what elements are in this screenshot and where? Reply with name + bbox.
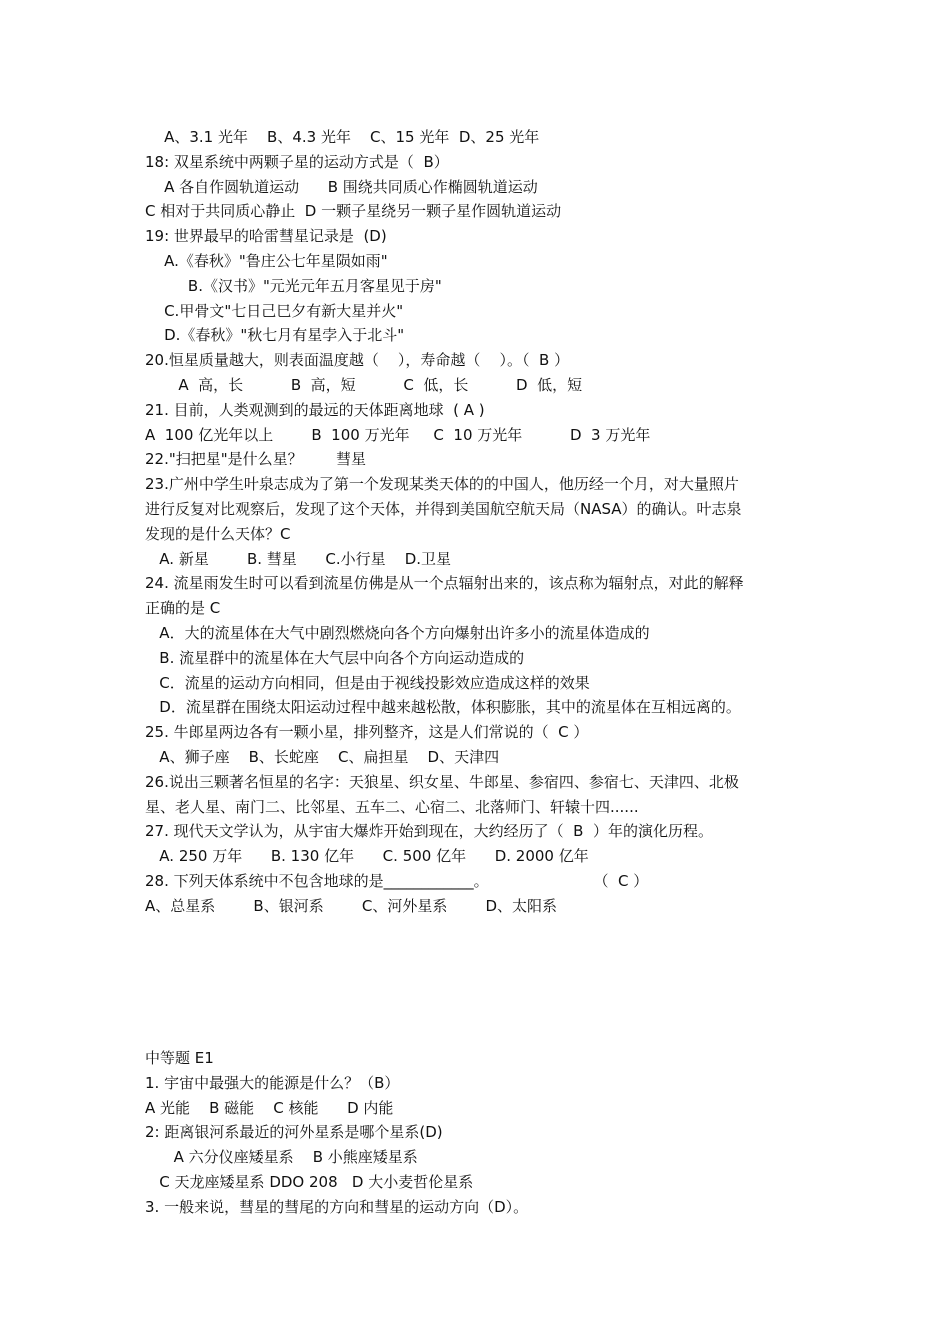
text-line: A、总星系 B、银河系 C、河外星系 D、太阳系 [145, 896, 558, 915]
text-line: C.甲骨文"七日己巳夕有新大星并火" [145, 301, 404, 320]
text-line: 1. 宇宙中最强大的能源是什么？（B） [145, 1073, 400, 1092]
text-line: C 天龙座矮星系 DDO 208 D 大小麦哲伦星系 [145, 1173, 474, 1191]
text-line: 星、老人星、南门二、比邻星、五车二、心宿二、北落师门、轩辕十四...... [145, 797, 639, 816]
text-line: 24. 流星雨发生时可以看到流星仿佛是从一个点辐射出来的，该点称为辐射点，对此的解释 [145, 574, 744, 593]
text-line: C 相对于共同质心静止 D 一颗子星绕另一颗子星作圆轨道运动 [145, 202, 562, 221]
text-line: 19: 世界最早的哈雷彗星记录是 (D) [145, 227, 387, 246]
text-line: B.《汉书》"元光元年五月客星见于房" [145, 276, 442, 295]
text-line: 26.说出三颗著名恒星的名字：天狼星、织女星、牛郎星、参宿四、参宿七、天津四、北极 [145, 772, 739, 791]
text-line: A. 250 万年 B. 130 亿年 C. 500 亿年 D. 2000 亿年 [145, 847, 589, 866]
text-line: 21. 目前，人类观测到的最远的天体距离地球 ( A ) [145, 400, 485, 419]
text-line: 3. 一般来说，彗星的彗尾的方向和彗星的运动方向（D）。 [145, 1197, 529, 1216]
text-line: 20.恒星质量越大，则表面温度越（ ），寿命越（ ）。（ B ） [145, 351, 570, 370]
text-line: A．大的流星体在大气中剧烈燃烧向各个方向爆射出许多小的流星体造成的 [145, 624, 650, 642]
text-line: 2: 距离银河系最近的河外星系是哪个星系(D) [145, 1123, 443, 1142]
text-line: 中等题 E1 [145, 1049, 214, 1067]
text-line: A. 新星 B. 彗星 C.小行星 D.卫星 [145, 549, 452, 568]
text-line: 正确的是 C [145, 599, 221, 618]
text-line: 22."扫把星"是什么星？ 彗星 [145, 450, 367, 469]
text-line: C．流星的运动方向相同，但是由于视线投影效应造成这样的效果 [145, 673, 590, 692]
text-line: 发现的是什么天体？C [145, 524, 291, 543]
text-line: A 100 亿光年以上 B 100 万光年 C 10 万光年 D 3 万光年 [145, 425, 651, 444]
text-line: 23.广州中学生叶泉志成为了第一个发现某类天体的的中国人，他历经一个月，对大量照片 [145, 475, 739, 494]
text-line: A、3.1 光年 B、4.3 光年 C、15 光年 D、25 光年 [145, 128, 540, 146]
text-line: 18: 双星系统中两颗子星的运动方式是（ B） [145, 152, 449, 171]
text-line: A 光能 B 磁能 C 核能 D 内能 [145, 1098, 394, 1117]
text-line: 进行反复对比观察后，发现了这个天体，并得到美国航空航天局（NASA）的确认。叶志泉 [145, 500, 742, 518]
text-line: 25. 牛郎星两边各有一颗小星，排列整齐，这是人们常说的（ C ） [145, 723, 589, 742]
text-line: A 各自作圆轨道运动 B 围绕共同质心作椭圆轨道运动 [145, 177, 538, 196]
text-line: D.《春秋》"秋七月有星孛入于北斗" [145, 326, 405, 345]
text-line: 28. 下列天体系统中不包含地球的是____________。 （ C ） [145, 872, 649, 890]
text-line: A、狮子座 B、长蛇座 C、扁担星 D、天津四 [145, 748, 500, 766]
text-line: D．流星群在围绕太阳运动过程中越来越松散，体积膨胀，其中的流星体在互相远离的。 [145, 698, 741, 717]
text-line: A.《春秋》"鲁庄公七年星陨如雨" [145, 252, 388, 270]
text-line: B. 流星群中的流星体在大气层中向各个方向运动造成的 [145, 648, 525, 667]
text-line: A 六分仪座矮星系 B 小熊座矮星系 [145, 1148, 418, 1167]
text-line: 27. 现代天文学认为，从宇宙大爆炸开始到现在，大约经历了（ B ）年的演化历程。 [145, 822, 713, 841]
text-line: A 高，长 B 高，短 C 低，长 D 低，短 [145, 376, 583, 394]
